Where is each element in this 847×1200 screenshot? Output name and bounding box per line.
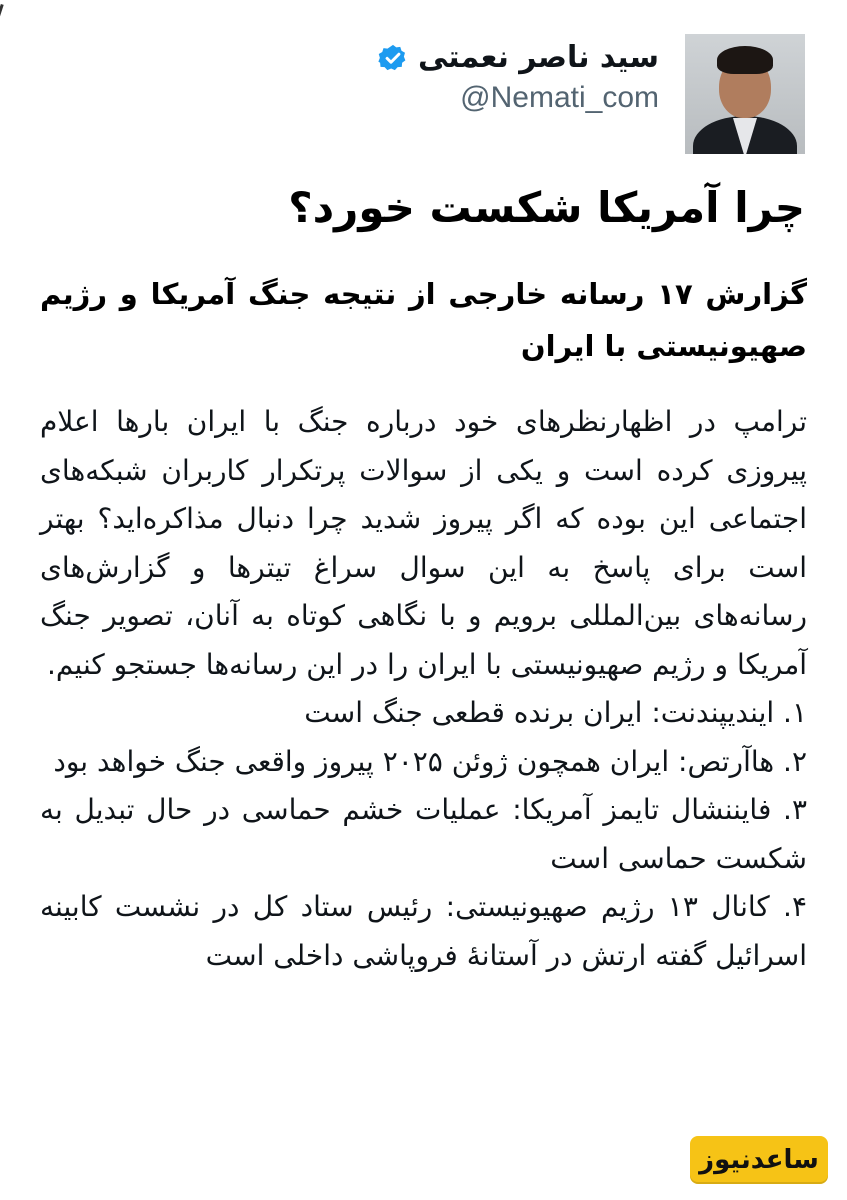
list-item: ۳. فایننشال تایمز آمریکا: عملیات خشم حماسی در حال تبدیل به شکست حماسی است: [40, 793, 807, 875]
corner-mark: [0, 0, 6, 22]
list-item: ۲. هاآرتص: ایران همچون ژوئن ۲۰۲۵ پیروز واقعی جنگ خواهد بود: [53, 744, 807, 778]
post-title: چرا آمریکا شکست خورد؟: [288, 183, 805, 232]
display-name[interactable]: سید ناصر نعمتی: [417, 40, 659, 75]
user-handle[interactable]: @Nemati_com: [460, 81, 659, 114]
avatar[interactable]: [685, 34, 805, 154]
logo-text: ساعدنیوز: [699, 1145, 819, 1175]
saednews-logo: [690, 1136, 828, 1184]
post-header: [378, 34, 805, 154]
post-intro: ترامپ در اظهارنظرهای خود درباره جنگ با ایران بارها اعلام پیروزی کرده است و یکی از سوالات پرتکرار کاربران شبکه‌های اجتماعی این بوده که اگر پیروز شدید چرا دنبال مذاکره‌اید؟ بهتر است برای پاسخ به این سوال سراغ تیترها و گزارش‌های رسانه‌های بین‌المللی برویم و با نگاهی کوتاه به آنان، تصویر جنگ آمریکا و رژیم صهیونیستی با ایران را در این رسانه‌ها جستجو کنیم.: [40, 405, 807, 681]
avatar-hair: [717, 46, 773, 74]
list-item: ۴. کانال ۱۳ رژیم صهیونیستی: رئیس ستاد کل در نشست کابینه اسرائیل گفته ارتش در آستانهٔ فروپاشی داخلی است: [40, 890, 807, 972]
verified-badge-icon: [378, 43, 408, 73]
post-subtitle: گزارش ۱۷ رسانه خارجی از نتیجه جنگ آمریکا و رژیم صهیونیستی با ایران: [40, 277, 807, 363]
name-row: [378, 40, 659, 75]
post-body: [40, 398, 807, 980]
user-info: [378, 34, 659, 115]
list-item: ۱. ایندیپندنت: ایران برنده قطعی جنگ است: [304, 696, 807, 729]
